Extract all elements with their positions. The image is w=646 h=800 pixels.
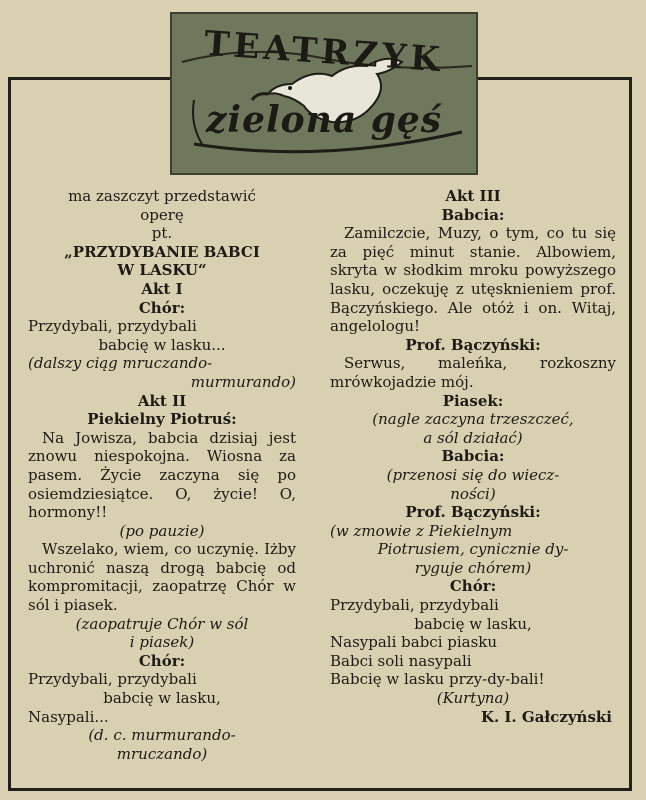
verse-line: Przydybali, przydybali [28, 670, 197, 689]
intro-line: ma zaszczyt przedstawić [68, 187, 256, 205]
verse-line: Nasypali babci piasku [330, 633, 498, 652]
speech-text: Serwus, maleńka, rozkoszny mrówkojadzie mój. [330, 354, 616, 391]
stage-direction: (d. c. murmurando- [88, 726, 236, 745]
verse-line: Przydybali, przydybali [330, 596, 499, 615]
speaker-heading: Babcia: [441, 447, 505, 466]
header-logo-box [170, 12, 478, 175]
stage-direction: (dalszy ciąg mruczando- [28, 354, 213, 373]
curtain-direction: (Kurtyna) [436, 689, 510, 708]
stage-direction: (nagle zaczyna trzeszczeć, [372, 410, 574, 429]
stage-direction: mruczando) [116, 744, 208, 763]
verse-line: Babci soli nasypali [330, 651, 472, 670]
speaker-heading: Chór: [138, 298, 186, 317]
speaker-heading: Prof. Bączyński: [405, 335, 541, 354]
act-heading: Akt I [141, 279, 183, 298]
speaker-heading: Piekielny Piotruś: [87, 410, 237, 429]
act-heading: Akt III [445, 187, 501, 205]
speaker-heading: Prof. Bączyński: [405, 503, 541, 522]
stage-direction: murmurando) [190, 372, 296, 391]
play-title: „PRZYDYBANIE BABCI [64, 242, 260, 261]
verse-line: Babcię w lasku przy-dy-bali! [330, 670, 545, 689]
right-column [330, 187, 616, 726]
play-title: W LASKU“ [117, 261, 207, 280]
stage-direction: ności) [450, 484, 496, 503]
speech-text: Na Jowisza, babcia dzisiaj jest znowu niespokojna. Wiosna za pasem. Życie zaczyna się po osiemdziesiątce. O, życie! O, hormony!! [28, 428, 296, 522]
verse-line: Nasypali... [28, 707, 109, 726]
stage-direction: (w zmowie z Piekielnym [330, 521, 513, 540]
left-column [28, 187, 296, 763]
stage-direction: (po pauzie) [119, 521, 205, 540]
author-signature: K. I. Gałczyński [480, 707, 612, 726]
stage-direction: ryguje chórem) [414, 558, 532, 577]
intro-line: operę [140, 205, 184, 224]
stage-direction: (zaopatruje Chór w sól [75, 614, 249, 633]
speaker-heading: Chór: [449, 577, 497, 596]
speech-text: Zamilczcie, Muzy, o tym, co tu się za pięć minut stanie. Albowiem, skryta w słodkim mroku powyższego lasku, oczekuję z utęsknieniem prof. Bączyńskiego. Ale otóż i on. Witaj, angelologu! [330, 224, 616, 336]
verse-line: Przydybali, przydybali [28, 317, 197, 336]
logo-title-bottom: zielona gęś [205, 99, 443, 141]
speaker-heading: Piasek: [442, 391, 504, 410]
speech-text: Wszelako, wiem, co uczynię. Iżby uchronić naszą drogą babcię od kompromitacji, zaopatrzę Chór w sól i piasek. [28, 540, 296, 615]
stage-direction: a sól działać) [423, 428, 523, 447]
stage-direction: i piasek) [129, 633, 195, 652]
verse-line: babcię w lasku... [98, 335, 226, 354]
verse-line: babcię w lasku, [414, 614, 532, 633]
act-heading: Akt II [137, 391, 187, 410]
speaker-heading: Babcia: [441, 205, 505, 224]
logo-title-top: TEATRZYK [202, 23, 446, 81]
stage-direction: Piotrusiem, cynicznie dy- [377, 540, 569, 559]
stage-direction: (przenosi się do wiecz- [386, 465, 560, 484]
intro-line: pt. [151, 224, 173, 243]
speaker-heading: Chór: [138, 651, 186, 670]
verse-line: babcię w lasku, [103, 689, 221, 708]
